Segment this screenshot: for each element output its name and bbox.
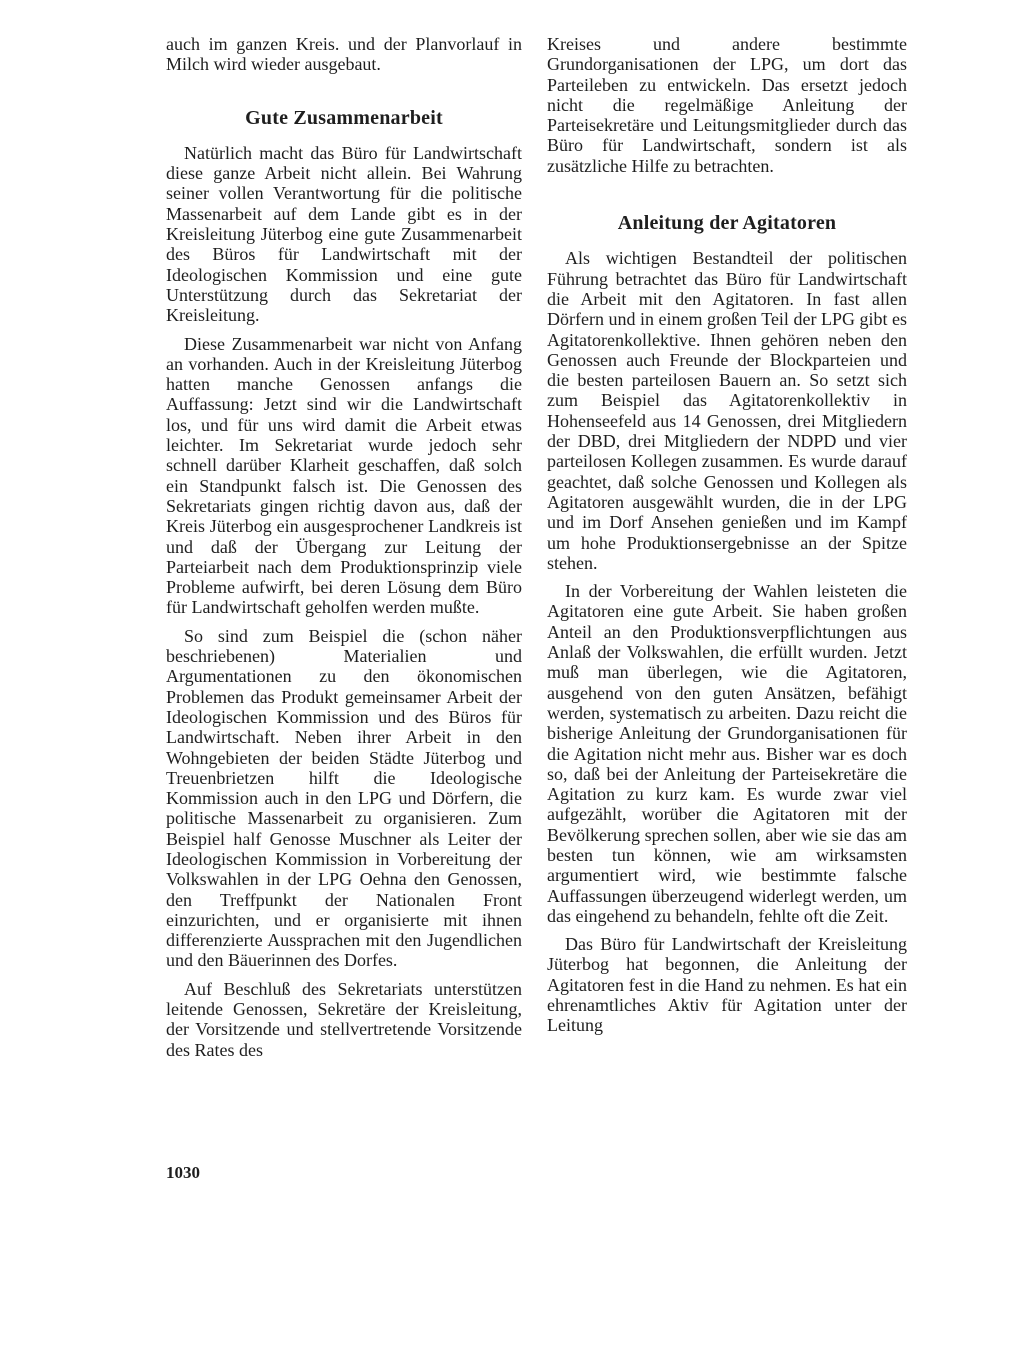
paragraph: In der Vorbereitung der Wahlen leisteten die Agitatoren eine gute Arbeit. Sie haben großen Anteil an den Produktionsverpflichtungen aus Anlaß der Volkswahlen, die erfüllt wurden. Jetzt muß man überlegen, wie die Agitatoren, ausgehend von den guten Ansätzen, befähigt werden, systematisch zu arbeiten. Dazu reicht die bisherige Anleitung der Grundorganisationen für die Agitation nicht mehr aus. Bisher war es doch so, daß bei der Anleitung der Parteisekretäre die Agitation zu kurz kam. Es wurde zwar viel aufgezählt, worüber die Agitatoren mit der Bevölkerung sprechen sollen, aber wie sie das am besten tun können, wie am wirksamsten argumentiert wird, wie bestimmte falsche Auffassungen überzeugend widerlegt werden, um das eingehend zu behandeln, fehlte oft die Zeit.	[547, 581, 907, 926]
paragraph: So sind zum Beispiel die (schon näher beschriebenen) Materialien und Argumentationen zu den ökonomischen Problemen das Produkt gemeinsamer Arbeit der Ideologischen Kommission und des Büros für Landwirtschaft. Neben ihrer Arbeit in den Wohngebieten der beiden Städte Jüterbog und Treuenbrietzen hilft die Ideologische Kommission auch in den LPG und Dörfern, die politische Massenarbeit zu organisieren. Zum Beispiel half Genosse Muschner als Leiter der Ideologischen Kommission in Vorbereitung der Volkswahlen in der LPG Oehna den Genossen, den Treffpunkt der Nationalen Front einzurichten, und er organisierte mit ihnen differenzierte Aussprachen mit den Jugendlichen und den Bäuerinnen des Dorfes.	[166, 625, 522, 971]
paragraph: Das Büro für Landwirtschaft der Kreisleitung Jüterbog hat begonnen, die Anleitung der Agitatoren fest in die Hand zu nehmen. Es hat ein ehrenamtliches Aktiv für Agitation unter der Leitung	[547, 934, 907, 1036]
paragraph: Kreises und andere bestimmte Grundorganisationen der LPG, um dort das Parteileben zu entwickeln. Das ersetzt jedoch nicht die regelmäßige Anleitung der Parteisekretäre und Leitungsmitglieder durch das Büro für Landwirtschaft, sondern ist als zusätzliche Hilfe zu betrachten.	[547, 34, 907, 176]
section-heading: Gute Zusammenarbeit	[245, 106, 443, 129]
right-column	[547, 34, 907, 1044]
paragraph: Natürlich macht das Büro für Landwirtschaft diese ganze Arbeit nicht allein. Bei Wahrung seiner vollen Verantwortung für die politische Massenarbeit auf dem Lande gibt es in der Kreisleitung Jüterbog eine gute Zusammenarbeit des Büros für Landwirtschaft mit der Ideologischen Kommission und eine gute Unterstützung durch das Sekretariat der Kreisleitung.	[166, 142, 522, 326]
paragraph: Auf Beschluß des Sekretariats unterstützen leitende Genossen, Sekretäre der Kreisleitung, der Vorsitzende und stellvertretende Vorsitzende des Rates des	[166, 978, 522, 1060]
paragraph: Als wichtigen Bestandteil der politischen Führung betrachtet das Büro für Landwirtschaft die Arbeit mit den Agitatoren. In fast allen Dörfern und in einem großen Teil der LPG gibt es Agitatorenkollektive. Ihnen gehören neben den Genossen auch Freunde der Blockparteien und die besten parteilosen Bauern an. So setzt sich zum Beispiel das Agitatorenkollektiv in Hohenseefeld aus 14 Genossen, drei Mitgliedern der DBD, drei Mitgliedern der NDPD und vier parteilosen Kollegen zusammen. Es wurde darauf geachtet, daß solche Genossen und Kollegen als Agitatoren ausgewählt wurden, die in der LPG und im Dorf Ansehen genießen und im Kampf um hohe Produktionsergebnisse an der Spitze stehen.	[547, 248, 907, 573]
page-number: 1030	[166, 1163, 200, 1182]
left-column	[166, 34, 522, 1068]
paragraph: auch im ganzen Kreis. und der Planvorlauf in Milch wird wieder ausgebaut.	[166, 34, 522, 75]
paragraph: Diese Zusammenarbeit war nicht von Anfang an vorhanden. Auch in der Kreisleitung Jüterbog hatten manche Genossen anfangs die Auffassung: Jetzt sind wir die Landwirtschaft los, und für uns wird damit die Arbeit etwas leichter. Im Sekretariat wurde jedoch sehr schnell darüber Klarheit geschaffen, daß solch ein Standpunkt falsch ist. Die Genossen des Sekretariats gingen richtig davon aus, daß der Kreis Jüterbog ein ausgesprochener Landkreis ist und daß der Übergang zur Leitung der Parteiarbeit nach dem Produktionsprinzip viele Probleme aufwirft, bei deren Lösung dem Büro für Landwirtschaft geholfen werden mußte.	[166, 333, 522, 618]
section-heading: Anleitung der Agitatoren	[617, 212, 837, 235]
